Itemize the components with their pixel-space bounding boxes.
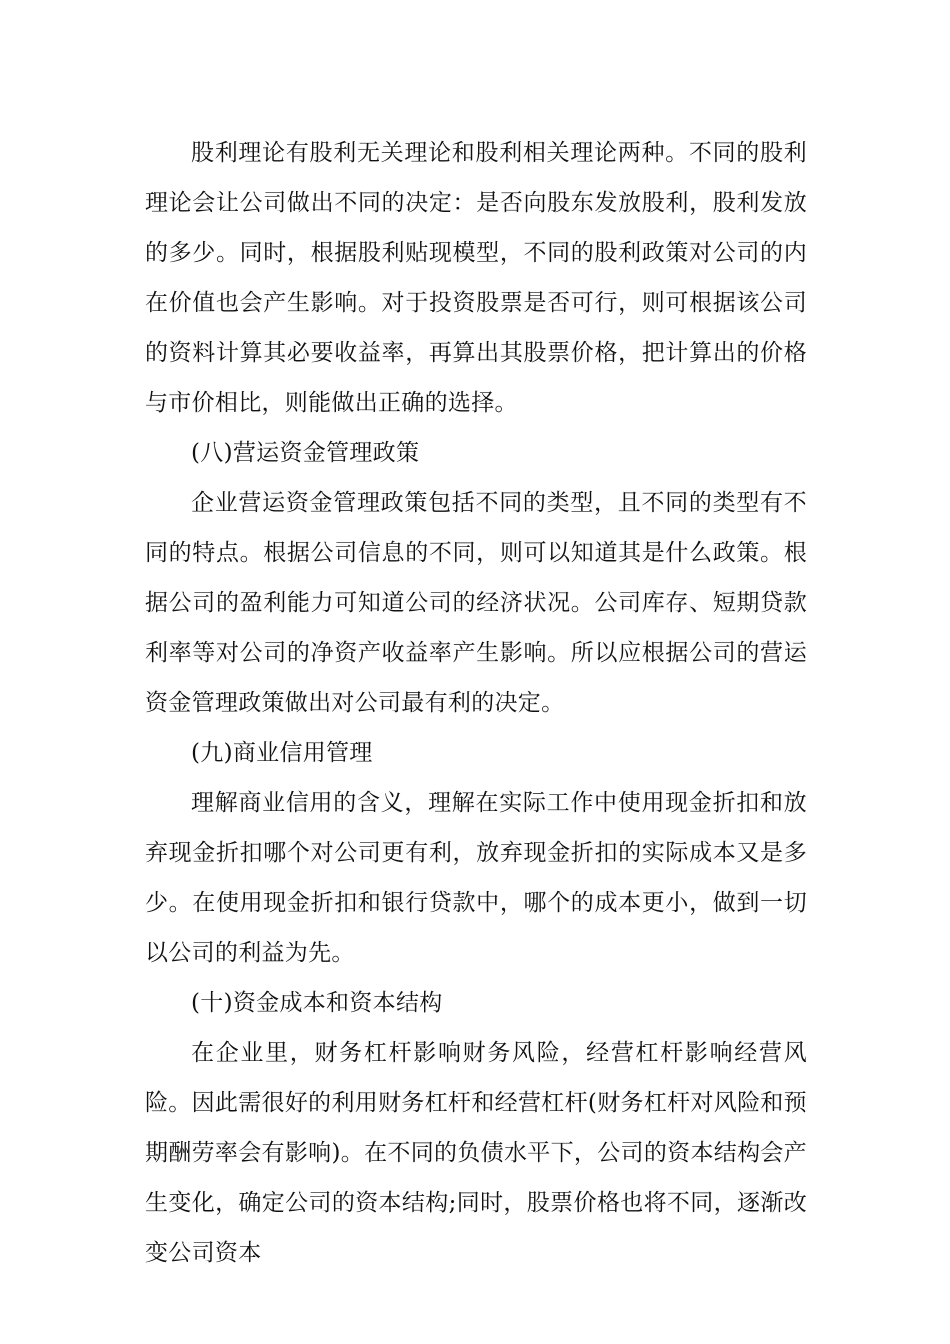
heading-working-capital-policy: (八)营运资金管理政策	[191, 440, 420, 466]
paragraph-working-capital-policy: 企业营运资金管理政策包括不同的类型，且不同的类型有不同的特点。根据公司信息的不同，则可以知道其是什么政策。根据公司的盈利能力可知道公司的经济状况。公司库存、短期贷款利率等对公司的净资产收益率产生影响。所以应根据公司的营运资金管理政策做出对公司最有利的决定。	[145, 490, 807, 716]
paragraph-dividend-theory: 股利理论有股利无关理论和股利相关理论两种。不同的股利理论会让公司做出不同的决定：是否向股东发放股利，股利发放的多少。同时，根据股利贴现模型，不同的股利政策对公司的内在价值也会产生影响。对于投资股票是否可行，则可根据该公司的资料计算其必要收益率，再算出其股票价格，把计算出的价格与市价相比，则能做出正确的选择。	[145, 140, 807, 416]
paragraph-capital-cost-structure: 在企业里，财务杠杆影响财务风险，经营杠杆影响经营风险。因此需很好的利用财务杠杆和经营杠杆(财务杠杆对风险和预期酬劳率会有影响)。在不同的负债水平下，公司的资本结构会产生变化，确定公司的资本结构;同时，股票价格也将不同，逐渐改变公司资本	[145, 1040, 807, 1266]
paragraph-commercial-credit: 理解商业信用的含义，理解在实际工作中使用现金折扣和放弃现金折扣哪个对公司更有利，放弃现金折扣的实际成本又是多少。在使用现金折扣和银行贷款中，哪个的成本更小，做到一切以公司的利益为先。	[145, 790, 807, 966]
heading-capital-cost-structure: (十)资金成本和资本结构	[191, 990, 443, 1016]
document-body	[145, 128, 807, 1278]
heading-commercial-credit: (九)商业信用管理	[191, 740, 373, 766]
